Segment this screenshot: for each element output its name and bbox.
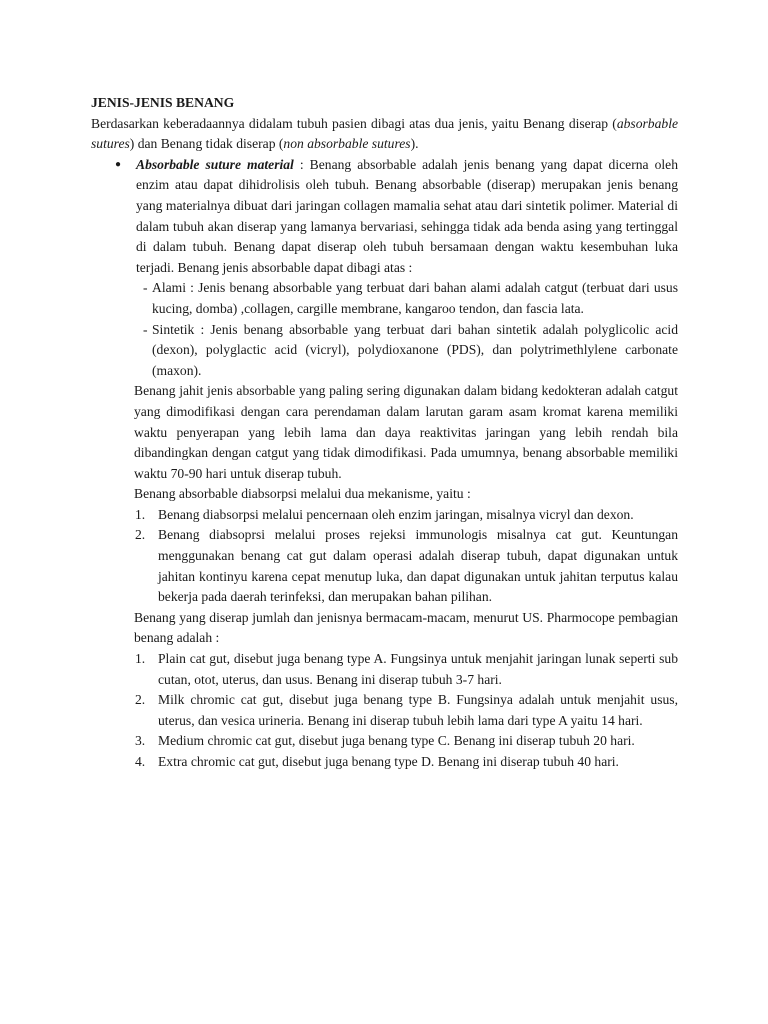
list-item	[91, 731, 678, 752]
intro-paragraph	[91, 114, 678, 155]
list-text: Milk chromic cat gut, disebut juga benang type B. Fungsinya adalah untuk menjahit usus, uterus, dan vesica urineria. Benang ini diserap tubuh lebih lama dari type A yaitu 14 hari.	[158, 692, 678, 728]
bullet-absorbable	[91, 155, 678, 279]
list-number: 2.	[135, 692, 146, 708]
intro-italic-absorbable: absorbable sutures	[91, 115, 678, 152]
list-text: Benang diabsoprsi melalui proses rejeksi immunologis misalnya cat gut. Keuntungan menggunakan benang cat gut dalam operasi adalah diserap tubuh, dapat digunakan untuk jahitan kontinyu karena cepat menutup luka, dan dapat digunakan untuk jahitan terputus kalau bekerja pada daerah terinfeksi, dan merupakan bahan pilihan.	[158, 527, 678, 605]
document-title: JENIS-JENIS BENANG	[91, 95, 235, 110]
list-number: 3.	[135, 733, 146, 749]
list-number: 2.	[135, 527, 146, 543]
bullet-heading: Absorbable suture material	[136, 156, 294, 172]
pharmacope-intro: Benang yang diserap jumlah dan jenisnya bermacam-macam, menurut US. Pharmocope pembagian benang adalah :	[134, 609, 678, 646]
list-item	[91, 649, 678, 690]
list-number: 1.	[135, 651, 146, 667]
list-item	[91, 525, 678, 607]
list-item	[91, 505, 678, 526]
bullet-dot-icon: ●	[115, 158, 122, 170]
list-number: 1.	[135, 506, 146, 522]
catgut-type-list	[91, 649, 678, 773]
list-text: Extra chromic cat gut, disebut juga benang type D. Benang ini diserap tubuh 40 hari.	[158, 754, 619, 769]
list-item	[91, 752, 678, 773]
dash-marker: -	[143, 280, 148, 296]
list-number: 4.	[135, 754, 146, 769]
mechanism-intro: Benang absorbable diabsorpsi melalui dua mekanisme, yaitu :	[134, 486, 471, 502]
bullet-text: : Benang absorbable adalah jenis benang yang dapat dicerna oleh enzim atau dapat dihidrolisis oleh tubuh. Benang absorbable (diserap) merupakan jenis benang yang materialnya dibuat dari jaringan collagen mamalia sehat atau dari sintetik polimer. Material di dalam tubuh akan diserap yang lamanya bervariasi, sehingga tidak ada benda asing yang tertinggal di dalam tubuh. Benang dapat diserap oleh tubuh bersamaan dengan waktu kesembuhan luka terjadi. Benang jenis absorbable dapat dibagi atas :	[136, 156, 678, 275]
list-text: Plain cat gut, disebut juga benang type A. Fungsinya untuk menjahit jaringan lunak seperti sub cutan, otot, uterus, dan usus. Benang ini diserap tubuh 3-7 hari.	[158, 651, 678, 687]
type-item-alami	[91, 278, 678, 319]
list-text: Benang diabsorpsi melalui pencernaan oleh enzim jaringan, misalnya vicryl dan dexon.	[158, 506, 634, 522]
intro-text: ).	[410, 136, 419, 152]
type-text: Alami : Jenis benang absorbable yang terbuat dari bahan alami adalah catgut (terbuat dari usus kucing, domba) ,collagen, cargille membrane, kangaroo tendon, dan fascia lata.	[152, 280, 678, 316]
list-item	[91, 690, 678, 731]
dash-marker: -	[143, 321, 148, 337]
type-text: Sintetik : Jenis benang absorbable yang terbuat dari bahan sintetik adalah polyglicolic acid (dexon), polyglactic acid (vicryl), polydioxanone (PDS), dan polytrimethlylene carbonate (maxon).	[152, 321, 678, 378]
type-item-sintetik	[91, 320, 678, 382]
catgut-paragraph: Benang jahit jenis absorbable yang paling sering digunakan dalam bidang kedokteran adalah catgut yang dimodifikasi dengan cara perendaman dalam larutan garam asam kromat karena memiliki waktu penyerapan yang lebih lama dan daya reaktivitas jaringan yang lebih rendah bila dibandingkan dengan catgut yang tidak dimodifikasi. Pada umumnya, benang absorbable memiliki waktu 70-90 hari untuk diserap tubuh.	[134, 383, 678, 481]
intro-italic-non-absorbable: non absorbable sutures	[283, 136, 411, 152]
intro-text: ) dan Benang tidak diserap (	[129, 136, 284, 152]
mechanism-list	[91, 505, 678, 608]
list-text: Medium chromic cat gut, disebut juga benang type C. Benang ini diserap tubuh 20 hari.	[158, 733, 635, 749]
intro-text: Berdasarkan keberadaannya didalam tubuh pasien dibagi atas dua jenis, yaitu Benang diserap (	[91, 115, 617, 131]
